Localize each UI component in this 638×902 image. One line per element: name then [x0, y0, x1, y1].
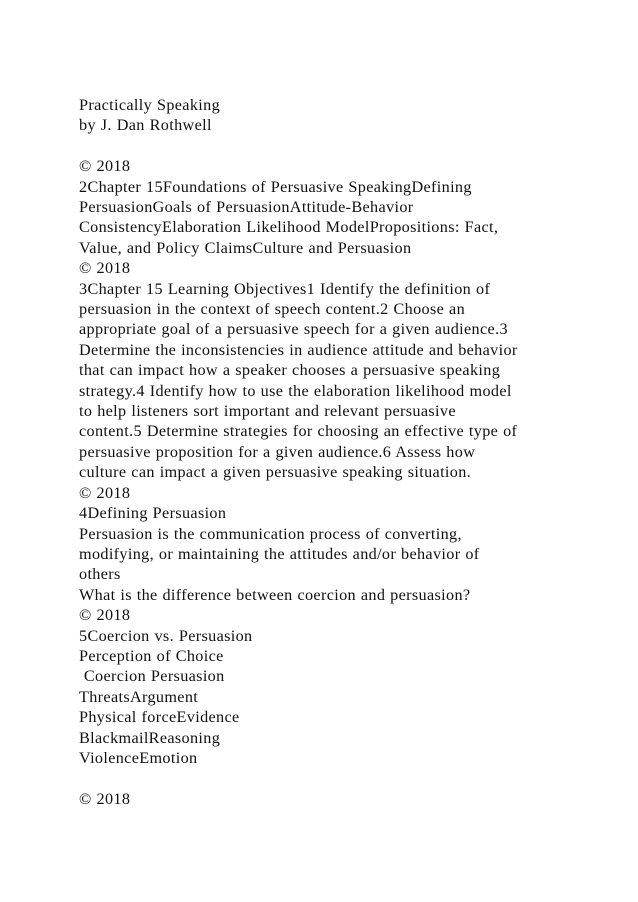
- copyright-line: © 2018: [79, 259, 131, 278]
- text-line: ViolenceEmotion: [79, 748, 198, 767]
- text-line: 2Chapter 15Foundations of Persuasive SpeakingDefining: [79, 177, 472, 196]
- text-line: 3Chapter 15 Learning Objectives1 Identify the definition of: [79, 279, 491, 298]
- text-line: Persuasion is the communication process of converting,: [79, 524, 462, 543]
- text-line: that can impact how a speaker chooses a persuasive speaking: [79, 361, 501, 380]
- text-line: appropriate goal of a persuasive speech for a given audience.3: [79, 320, 508, 339]
- text-line: persuasion in the context of speech content.2 Choose an: [79, 300, 466, 319]
- text-line: What is the difference between coercion and persuasion?: [79, 585, 471, 604]
- text-line: ConsistencyElaboration Likelihood ModelPropositions: Fact,: [79, 218, 499, 237]
- text-line: Determine the inconsistencies in audience attitude and behavior: [79, 340, 518, 359]
- text-line: BlackmailReasoning: [79, 728, 221, 747]
- copyright-line: © 2018: [79, 789, 131, 808]
- copyright-line: © 2018: [79, 483, 131, 502]
- text-line: to help listeners sort important and relevant persuasive: [79, 402, 456, 421]
- text-line: PersuasionGoals of PersuasionAttitude-Behavior: [79, 198, 414, 217]
- text-line: Physical forceEvidence: [79, 708, 240, 727]
- text-line: persuasive proposition for a given audience.6 Assess how: [79, 442, 476, 461]
- text-line: Value, and Policy ClaimsCulture and Persuasion: [79, 238, 412, 257]
- text-line: modifying, or maintaining the attitudes and/or behavior of: [79, 544, 480, 563]
- text-line: 5Coercion vs. Persuasion: [79, 626, 253, 645]
- copyright-line: © 2018: [79, 606, 131, 625]
- text-line: 4Defining Persuasion: [79, 504, 227, 523]
- doc-author: by J. Dan Rothwell: [79, 116, 212, 135]
- text-line: Coercion Persuasion: [79, 667, 225, 686]
- blank-line: [79, 136, 579, 156]
- doc-title: Practically Speaking: [79, 96, 221, 114]
- document-text: [79, 95, 579, 809]
- copyright-line: © 2018: [79, 157, 131, 176]
- text-line: ThreatsArgument: [79, 687, 199, 706]
- text-line: culture can impact a given persuasive speaking situation.: [79, 463, 472, 482]
- text-line: Perception of Choice: [79, 646, 224, 665]
- text-line: strategy.4 Identify how to use the elaboration likelihood model: [79, 381, 512, 400]
- text-line: content.5 Determine strategies for choosing an effective type of: [79, 422, 518, 441]
- text-line: others: [79, 565, 121, 584]
- blank-line: [79, 768, 579, 788]
